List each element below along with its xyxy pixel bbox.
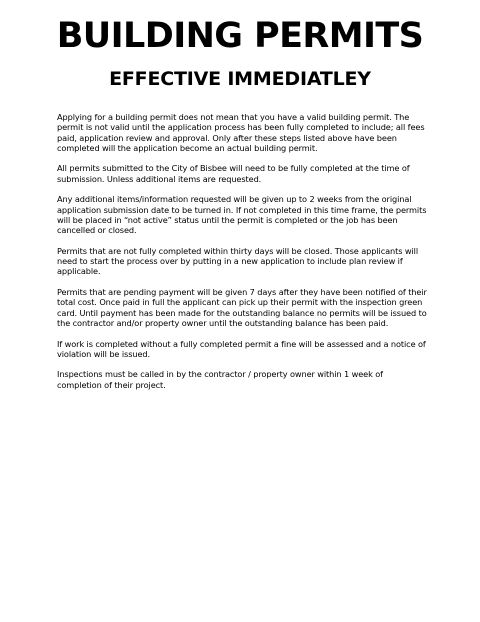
paragraph-pending-payment: Permits that are pending payment will be given 7 days after they have been notified of their total cost. Once paid in full the applicant can pick up their permit with the inspection green card. Until payment has been made for the outstanding balance no permits will be issued to the contractor and/or property owner until the outstanding balance has been paid. xyxy=(57,287,427,328)
document-body xyxy=(57,112,427,400)
page-title: BUILDING PERMITS xyxy=(56,16,424,56)
paragraph-violation-fine: If work is completed without a fully completed permit a fine will be assessed and a notice of violation will be issued. xyxy=(57,338,426,359)
page-subtitle: EFFECTIVE IMMEDIATLEY xyxy=(109,68,371,90)
paragraph-additional-items: Any additional items/information requested will be given up to 2 weeks from the original application submission date to be turned in. If not completed in this time frame, the permits will be placed in “not active” status until the permit is completed or the job has been cancelled or closed. xyxy=(57,194,427,236)
paragraph-thirty-day-closure: Permits that are not fully completed within thirty days will be closed. Those applicants will need to start the process over by putting in a new application to include plan review if applicable. xyxy=(57,245,419,277)
paragraph-inspections: Inspections must be called in by the contractor / property owner within 1 week of completion of their project. xyxy=(57,369,383,390)
paragraph-submission-requirements: All permits submitted to the City of Bisbee will need to be fully completed at the time of submission. Unless additional items are requested. xyxy=(57,163,410,184)
paragraph-permit-validity: Applying for a building permit does not mean that you have a valid building permit. The permit is not valid until the application process has been fully completed to include; all fees paid, application review and approval. Only after these steps listed above have been completed will the application become an actual building permit. xyxy=(57,112,425,153)
